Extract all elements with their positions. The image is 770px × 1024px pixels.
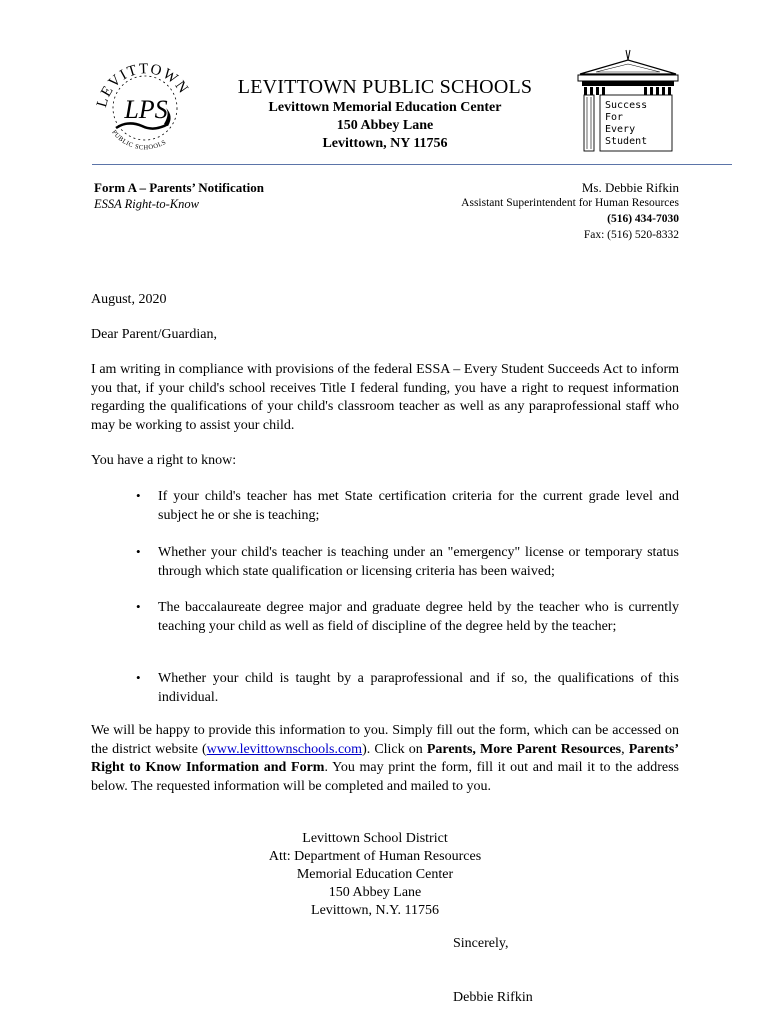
bullet-item: Whether your child is taught by a paraprofessional and if so, the qualifications of this individual. — [158, 671, 679, 705]
contact-fax: Fax: (516) 520-8332 — [583, 229, 679, 241]
slogan-line-1: Success — [605, 100, 648, 111]
bullet-marker: • — [136, 488, 141, 503]
svg-text:Success For Every — [605, 100, 653, 147]
seal-initials: LPS — [124, 95, 168, 124]
mailing-address-line: 150 Abbey Lane — [328, 885, 422, 900]
seal-bottom-text: PUBLIC SCHOOLS — [110, 128, 168, 152]
letter-intro-paragraph: I am writing in compliance with provisions of the federal ESSA – Every Student Succeeds Act to inform you that, if your child's school receives Title I federal funding, you have a right to request information regarding the qualifications of your child's classroom teacher as well as any paraprofessional staff who may be working to assist your child. — [91, 362, 679, 433]
bullet-item: The baccalaureate degree major and graduate degree held by the teacher who is currently teaching your child as well as field of discipline of the degree held by the teacher; — [158, 600, 679, 634]
instructions-text: We will be happy to provide this information to you. Simply fill out the form, which can be accessed on the district website ( — [91, 723, 679, 757]
mailing-address-line: Att: Department of Human Resources — [268, 849, 482, 864]
letter-date: August, 2020 — [91, 292, 167, 307]
street-address: 150 Abbey Lane — [336, 118, 434, 133]
seal-top-text: LEVITTOWN — [94, 61, 192, 109]
center-name: Levittown Memorial Education Center — [268, 100, 502, 115]
mailing-address-line: Levittown, N.Y. 11756 — [311, 903, 439, 918]
svg-text:PUBLIC SCHOOLS — [110, 129, 167, 152]
form-subtitle: ESSA Right-to-Know — [94, 197, 199, 211]
right-to-know-heading: You have a right to know: — [91, 453, 237, 468]
contact-phone: (516) 434-7030 — [607, 213, 679, 225]
success-building-logo — [576, 48, 680, 156]
bullet-marker: • — [136, 670, 141, 685]
instructions-paragraph — [91, 722, 679, 796]
bullet-item: If your child's teacher has met State certification criteria for the current grade level and subject he or she is teaching; — [158, 489, 679, 523]
letter-closing: Sincerely, — [453, 936, 509, 951]
form-title: Form A – Parents’ Notification — [94, 180, 264, 195]
bullet-marker: • — [136, 599, 141, 614]
nav-path-parents: Parents, More Parent Resources — [426, 741, 622, 757]
city-address: Levittown, NY 11756 — [322, 136, 448, 151]
header-divider — [92, 164, 732, 165]
slogan-line-4: Student — [605, 136, 648, 147]
instructions-text: , — [621, 741, 629, 757]
bullet-item: Whether your child's teacher is teaching under an "emergency" license or temporary status through which state qualification or licensing criteria has been waived; — [158, 545, 679, 579]
contact-name: Ms. Debbie Rifkin — [581, 180, 679, 195]
school-name: LEVITTOWN PUBLIC SCHOOLS — [237, 76, 533, 98]
slogan-line-3: Every — [605, 124, 636, 135]
letter-signature-name: Debbie Rifkin — [453, 990, 533, 1005]
mailing-address-line: Memorial Education Center — [296, 867, 454, 882]
slogan-line-2: For — [605, 112, 624, 123]
mailing-address-line: Levittown School District — [302, 831, 448, 846]
district-website-link[interactable]: www.levittownschools.com — [206, 741, 363, 757]
contact-title: Assistant Superintendent for Human Resources — [461, 197, 679, 209]
nav-path-form: Parents’ Right to Know Information and Form — [91, 741, 679, 775]
letter-salutation: Dear Parent/Guardian, — [91, 327, 217, 342]
instructions-text: ). Click on — [362, 741, 427, 757]
bullet-marker: • — [136, 544, 141, 559]
instructions-text: . You may print the form, fill it out and mail it to the address below. The requested information will be completed and mailed to you. — [91, 760, 679, 794]
